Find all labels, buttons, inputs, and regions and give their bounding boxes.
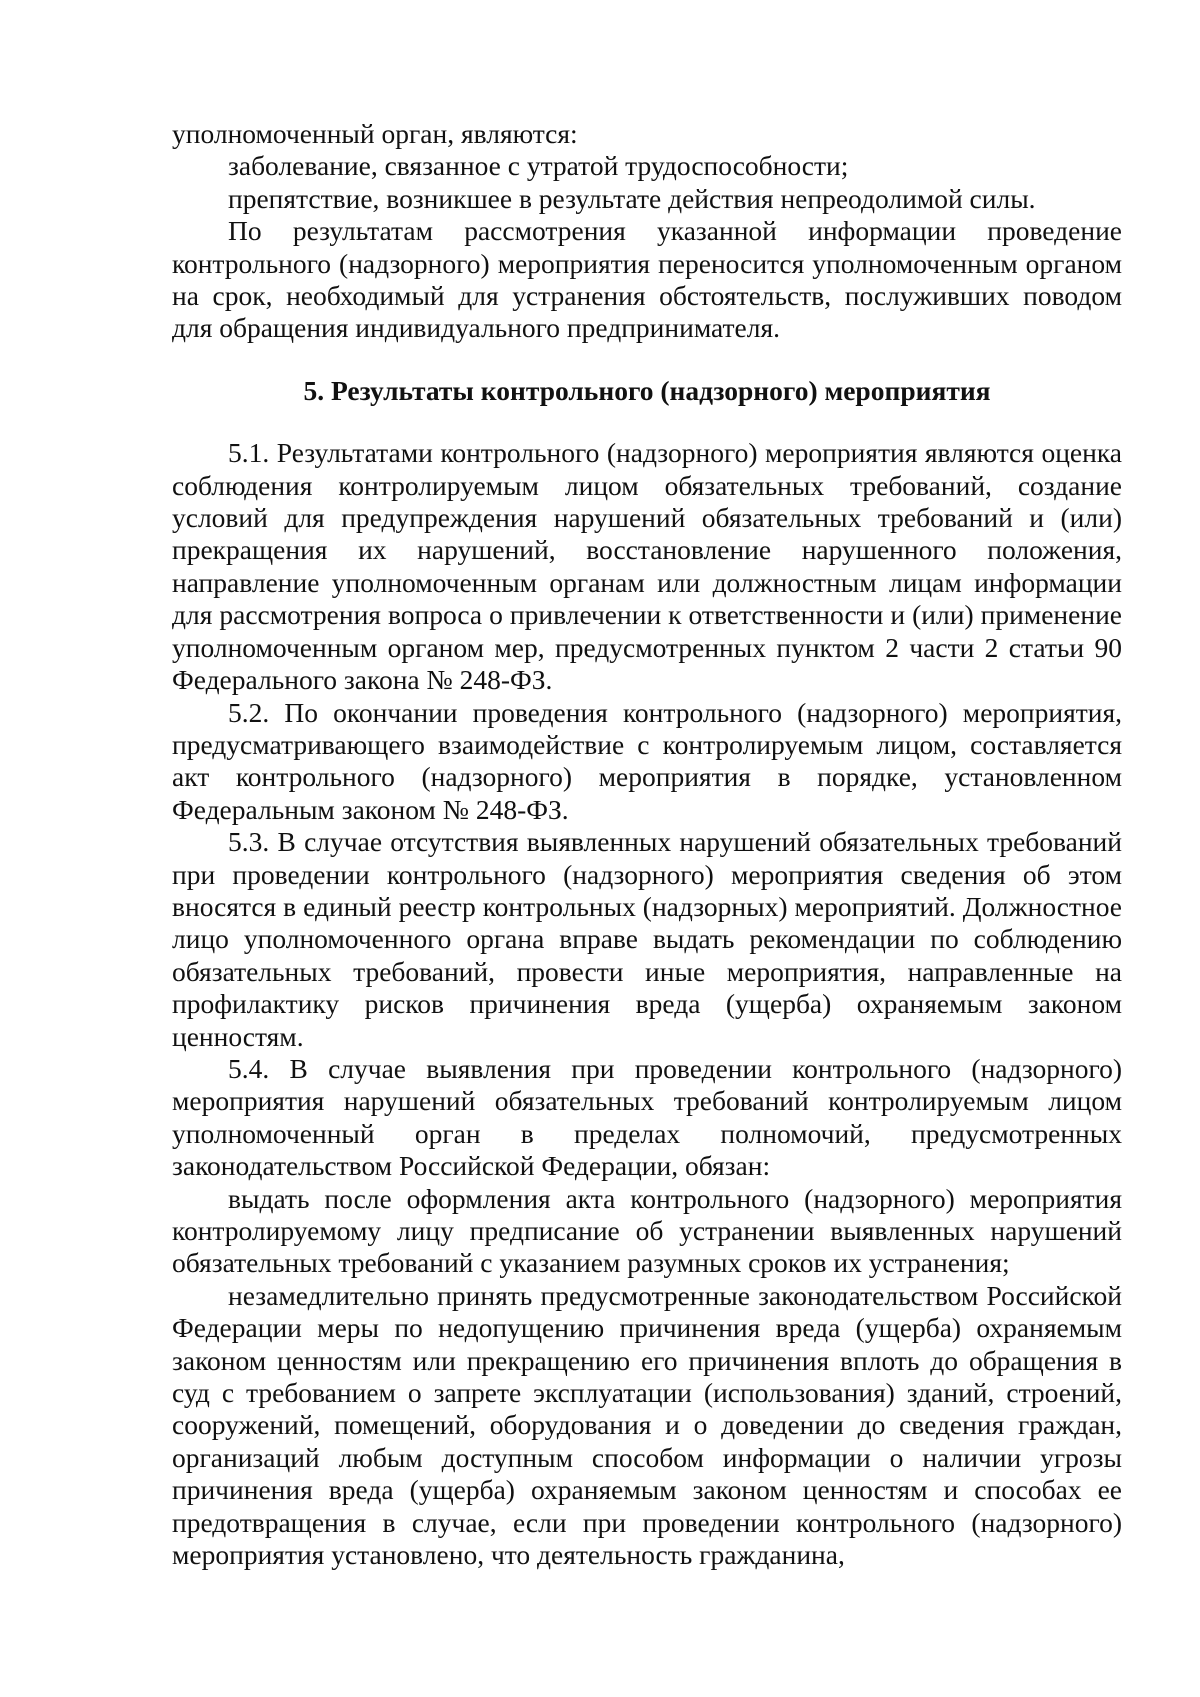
document-page <box>172 118 1122 1571</box>
paragraph: 5.4. В случае выявления при проведении контрольного (надзорного) мероприятия нарушений обязательных требований контролируемым лицом уполномоченный орган в пределах полномочий, предусмотренных законодательством Российской Федерации, обязан: <box>172 1052 1122 1182</box>
paragraph: препятствие, возникшее в результате действия непреодолимой силы. <box>228 182 1036 214</box>
paragraph: 5.1. Результатами контрольного (надзорного) мероприятия являются оценка соблюдения контролируемым лицом обязательных требований, создание условий для предупреждения нарушений обязательных требований и (или) прекращения их нарушений, восстановление нарушенного положения, направление уполномоченным органам или должностным лицам информации для рассмотрения вопроса о привлечении к ответственности и (или) применение уполномоченным органом мер, предусмотренных пунктом 2 части 2 статьи 90 Федерального закона № 248-ФЗ. <box>172 437 1122 696</box>
paragraph: уполномоченный орган, являются: <box>172 118 578 149</box>
paragraph: заболевание, связанное с утратой трудоспособности; <box>228 150 849 182</box>
paragraph: 5.2. По окончании проведения контрольного (надзорного) мероприятия, предусматривающего взаимодействие с контролируемым лицом, составляется акт контрольного (надзорного) мероприятия в порядке, установленном Федеральным законом № 248-ФЗ. <box>172 696 1122 825</box>
paragraph: 5.3. В случае отсутствия выявленных нарушений обязательных требований при проведении контрольного (надзорного) мероприятия сведения об этом вносятся в единый реестр контрольных (надзорных) мероприятий. Должностное лицо уполномоченного органа вправе выдать рекомендации по соблюдению обязательных требований, провести иные мероприятия, направленные на профилактику рисков причинения вреда (ущерба) охраняемым законом ценностям. <box>172 826 1122 1052</box>
paragraph: выдать после оформления акта контрольного (надзорного) мероприятия контролируемому лицу предписание об устранении выявленных нарушений обязательных требований с указанием разумных сроков их устранения; <box>172 1182 1122 1279</box>
paragraph: незамедлительно принять предусмотренные законодательством Российской Федерации меры по недопущению причинения вреда (ущерба) охраняемым законом ценностям или прекращению его причинения вплоть до обращения в суд с требованием о запрете эксплуатации (использования) зданий, строений, сооружений, помещений, оборудования и о доведении до сведения граждан, организаций любым доступным способом информации о наличии угрозы причинения вреда (ущерба) охраняемым законом ценностям и способах ее предотвращения в случае, если при проведении контрольного (надзорного) мероприятия установлено, что деятельность гражданина, <box>172 1279 1122 1571</box>
section-heading: 5. Результаты контрольного (надзорного) мероприятия <box>303 374 991 406</box>
paragraph: По результатам рассмотрения указанной информации проведение контрольного (надзорного) мероприятия переносится уполномоченным органом на срок, необходимый для устранения обстоятельств, послуживших поводом для обращения индивидуального предпринимателя. <box>172 215 1122 344</box>
